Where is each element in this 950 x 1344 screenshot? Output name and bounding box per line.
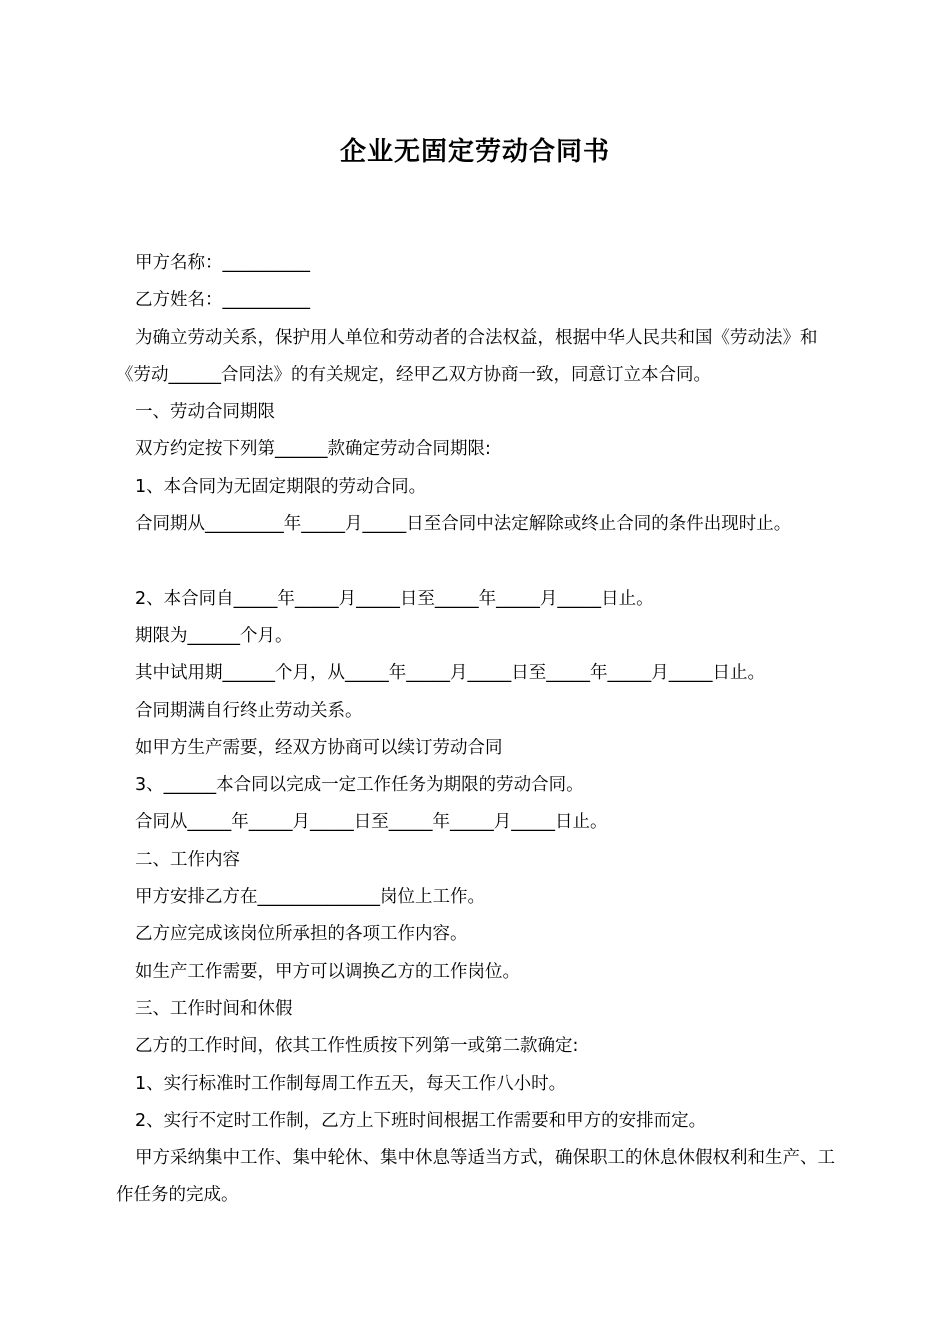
paragraph: 如生产工作需要，甲方可以调换乙方的工作岗位。 xyxy=(135,961,520,982)
paragraph: 合同从_____年_____月_____日至_____年_____月_____日止。 xyxy=(135,812,608,833)
blank-line xyxy=(116,543,846,580)
paragraph: 双方约定按下列第______款确定劳动合同期限: xyxy=(135,439,491,460)
paragraph: 乙方应完成该岗位所承担的各项工作内容。 xyxy=(135,924,468,945)
document-body xyxy=(116,245,846,1215)
paragraph: 合同期满自行终止劳动关系。 xyxy=(135,700,363,721)
paragraph: 1、本合同为无固定期限的劳动合同。 xyxy=(135,476,427,497)
party-b-name-line: 乙方姓名：__________ xyxy=(135,290,310,311)
section-heading-work-hours: 三、工作时间和休假 xyxy=(135,998,293,1019)
paragraph: 合同期从_________年_____月_____日至合同中法定解除或终止合同的条件出现时止。 xyxy=(135,514,792,535)
paragraph: 甲方采纳集中工作、集中轮休、集中休息等适当方式，确保职工的休息休假权利和生产、工作任务的完成。 xyxy=(116,1148,835,1206)
paragraph: 1、实行标准时工作制每周工作五天，每天工作八小时。 xyxy=(135,1073,567,1094)
paragraph: 乙方的工作时间，依其工作性质按下列第一或第二款确定: xyxy=(135,1036,579,1057)
paragraph: 甲方安排乙方在______________岗位上工作。 xyxy=(135,887,485,908)
paragraph: 其中试用期______个月，从_____年_____月_____日至_____年_____月_____日止。 xyxy=(135,663,765,684)
document-title: 企业无固定劳动合同书 xyxy=(339,137,610,167)
paragraph: 期限为______个月。 xyxy=(135,625,293,646)
paragraph: 如甲方生产需要，经双方协商可以续订劳动合同 xyxy=(135,737,503,758)
paragraph: 2、本合同自_____年_____月_____日至_____年_____月_____日止。 xyxy=(135,588,654,609)
section-heading-work-content: 二、工作内容 xyxy=(135,849,240,870)
party-a-name-line: 甲方名称：__________ xyxy=(135,253,310,273)
paragraph: 3、______本合同以完成一定工作任务为期限的劳动合同。 xyxy=(135,775,584,796)
section-heading-contract-term: 一、劳动合同期限 xyxy=(135,402,275,423)
paragraph: 2、实行不定时工作制，乙方上下班时间根据工作需要和甲方的安排而定。 xyxy=(135,1110,707,1131)
preamble-paragraph: 为确立劳动关系，保护用人单位和劳动者的合法权益，根据中华人民共和国《劳动法》和《劳动______合同法》的有关规定，经甲乙双方协商一致，同意订立本合同。 xyxy=(116,327,818,385)
